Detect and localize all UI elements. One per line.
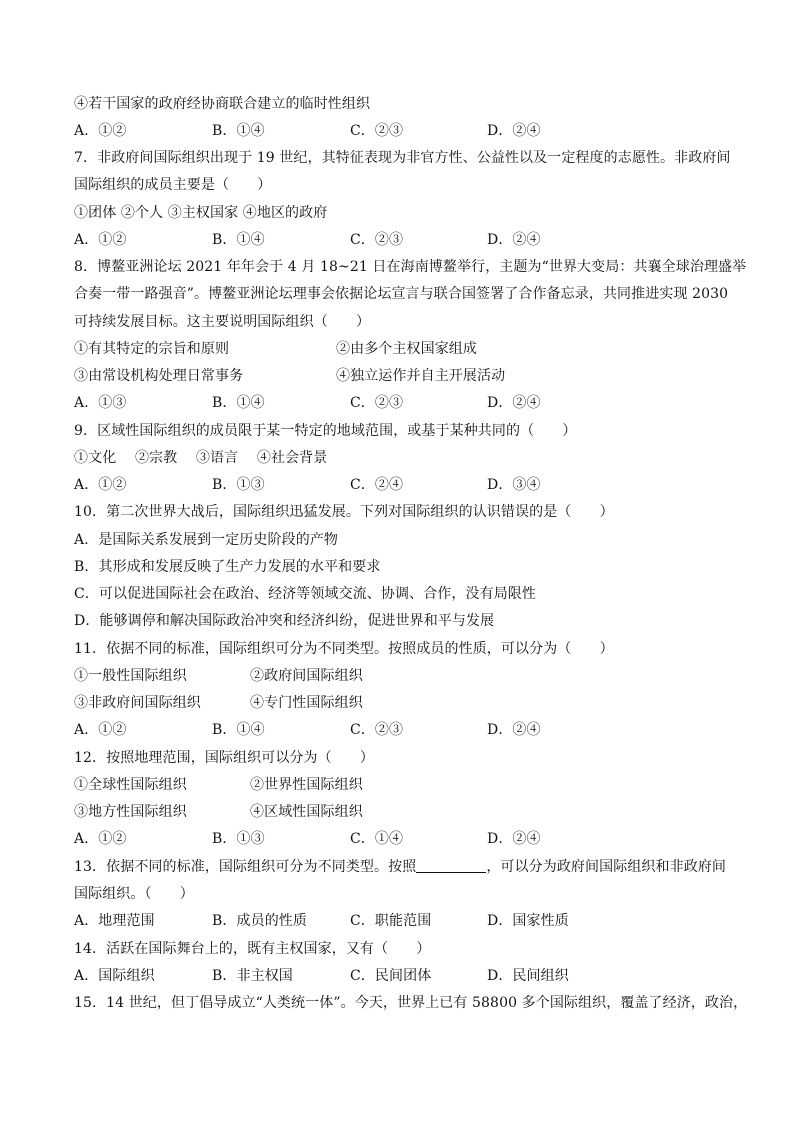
q12-stem: 12．按照地理范围，国际组织可以分为（ ）	[74, 750, 375, 766]
q13-option-c[interactable]: C．职能范围	[350, 913, 432, 929]
q12-option-d[interactable]: D．②④	[487, 831, 541, 847]
q14-option-c[interactable]: C．民间团体	[350, 968, 432, 984]
q12-item-4: ④区域性国际组织	[250, 804, 363, 820]
q8-stem-line3: 可持续发展目标。这主要说明国际组织（ ）	[74, 314, 371, 330]
q8-stem-line1: 8．博鳌亚洲论坛 2021 年年会于 4 月 18~21 日在海南博鳌举行，主题为“世界大变局：共襄全球治理盛举	[74, 259, 747, 275]
q12-item-1: ①全球性国际组织	[74, 777, 187, 793]
q8-item-4: ④独立运作并自主开展活动	[336, 368, 506, 384]
q13-stem-part1: 13．依据不同的标准，国际组织可分为不同类型。按照	[74, 859, 417, 875]
q11-item-3: ③非政府间国际组织	[74, 695, 201, 711]
q7-option-a[interactable]: A．①②	[74, 232, 127, 248]
q14-option-b[interactable]: B．非主权国	[212, 968, 293, 984]
q12-item-2: ②世界性国际组织	[250, 777, 363, 793]
q14-option-a[interactable]: A．国际组织	[74, 968, 155, 984]
q6-option-b[interactable]: B．①④	[212, 123, 265, 139]
q13-stem-line2: 国际组织。（ ）	[74, 886, 194, 902]
q10-option-a[interactable]: A．是国际关系发展到一定历史阶段的产物	[74, 532, 339, 548]
q6-option-c[interactable]: C．②③	[350, 123, 404, 139]
q12-option-a[interactable]: A．①②	[74, 831, 127, 847]
q7-stem-line2: 国际组织的成员主要是（ ）	[74, 177, 272, 193]
q9-option-a[interactable]: A．①②	[74, 477, 127, 493]
q11-option-d[interactable]: D．②④	[487, 722, 541, 738]
q12-option-b[interactable]: B．①③	[212, 831, 265, 847]
q11-option-a[interactable]: A．①②	[74, 722, 127, 738]
q7-option-b[interactable]: B．①④	[212, 232, 265, 248]
q9-option-b[interactable]: B．①③	[212, 477, 265, 493]
q7-option-c[interactable]: C．②③	[350, 232, 404, 248]
q13-stem-part2: ，可以分为政府间国际组织和非政府间	[486, 859, 727, 875]
q11-option-b[interactable]: B．①④	[212, 722, 265, 738]
q9-option-d[interactable]: D．③④	[487, 477, 541, 493]
q6-option-a[interactable]: A．①②	[74, 123, 127, 139]
q13-option-d[interactable]: D．国家性质	[487, 913, 569, 929]
q14-stem: 14．活跃在国际舞台上的，既有主权国家，又有（ ）	[74, 941, 431, 957]
q9-stem: 9．区域性国际组织的成员限于某一特定的地域范围，或基于某种共同的（ ）	[74, 423, 577, 439]
q11-item-4: ④专门性国际组织	[250, 695, 363, 711]
q15-stem-line1: 15．14 世纪，但丁倡导成立“人类统一体”。今天，世界上已有 58800 多个国际组织，覆盖了经济，政治，	[74, 995, 748, 1011]
q7-option-d[interactable]: D．②④	[487, 232, 541, 248]
q13-option-b[interactable]: B．成员的性质	[212, 913, 307, 929]
q13-option-a[interactable]: A．地理范围	[74, 913, 155, 929]
q10-option-d[interactable]: D．能够调停和解决国际政治冲突和经济纠纷，促进世界和平与发展	[74, 613, 495, 629]
q13-stem-line1	[74, 857, 726, 877]
q11-item-2: ②政府间国际组织	[250, 668, 363, 684]
q8-option-d[interactable]: D．②④	[487, 395, 541, 411]
q12-item-3: ③地方性国际组织	[74, 804, 187, 820]
q10-stem: 10．第二次世界大战后，国际组织迅猛发展。下列对国际组织的认识错误的是（ ）	[74, 504, 614, 520]
q6-item-4: ④若干国家的政府经协商联合建立的临时性组织	[74, 96, 371, 112]
q8-option-b[interactable]: B．①④	[212, 395, 265, 411]
q8-option-a[interactable]: A．①③	[74, 395, 127, 411]
q7-stem-line1: 7．非政府间国际组织出现于 19 世纪，其特征表现为非官方性、公益性以及一定程度的志愿性。非政府间	[74, 150, 731, 166]
q6-option-d[interactable]: D．②④	[487, 123, 541, 139]
q8-stem-line2: 合奏一带一路强音”。博鳌亚洲论坛理事会依据论坛宣言与联合国签署了合作备忘录，共同推进实现 2030	[74, 286, 729, 302]
q10-option-b[interactable]: B．其形成和发展反映了生产力发展的水平和要求	[74, 559, 381, 575]
q12-option-c[interactable]: C．①④	[350, 831, 404, 847]
q14-option-d[interactable]: D．民间组织	[487, 968, 569, 984]
q11-option-c[interactable]: C．②③	[350, 722, 404, 738]
q8-item-3: ③由常设机构处理日常事务	[74, 368, 244, 384]
q13-answer-blank[interactable]	[416, 858, 486, 873]
q9-option-c[interactable]: C．②④	[350, 477, 404, 493]
q7-items: ①团体 ②个人 ③主权国家 ④地区的政府	[74, 205, 328, 221]
q8-item-1: ①有其特定的宗旨和原则	[74, 341, 230, 357]
q10-option-c[interactable]: C．可以促进国际社会在政治、经济等领域交流、协调、合作，没有局限性	[74, 586, 537, 602]
q8-option-c[interactable]: C．②③	[350, 395, 404, 411]
q11-item-1: ①一般性国际组织	[74, 668, 187, 684]
q11-stem: 11．依据不同的标准，国际组织可分为不同类型。按照成员的性质，可以分为（ ）	[74, 641, 614, 657]
q8-item-2: ②由多个主权国家组成	[336, 341, 477, 357]
q9-items: ①文化 ②宗教 ③语言 ④社会背景	[74, 450, 328, 466]
